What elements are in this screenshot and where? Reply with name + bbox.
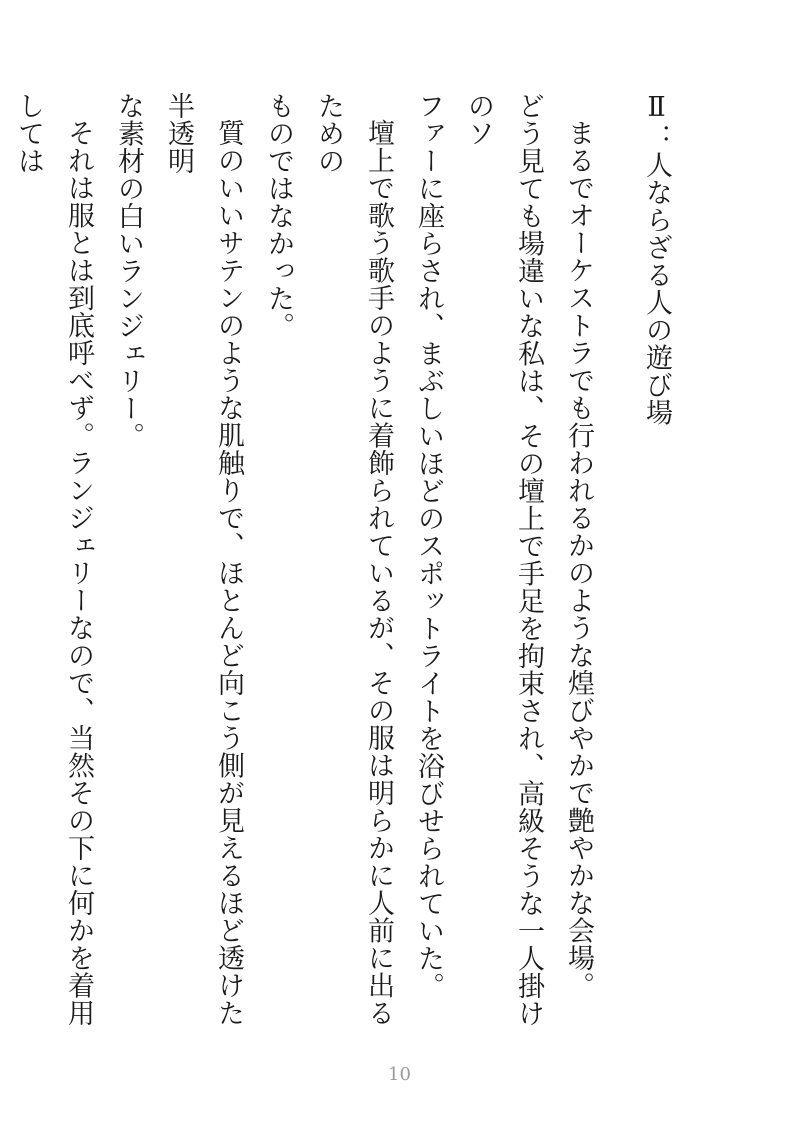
chapter-heading: Ⅱ：人ならざる人の遊び場 [641,92,672,426]
body-line: それは服とは到底呼べず。ランジェリーなので、当然その下に何かを着用しては [13,92,94,1027]
body-line: ファーに座らされ、まぶしいほどのスポットライトを浴びせられていた。 [413,92,444,1000]
body-line: どう見ても場違いな私は、その壇上で手足を拘束され、高級そうな一人掛けのソ [463,92,544,1027]
body-line [0,92,3,1052]
body-line: ものではなかった。 [263,92,294,340]
body-line: まるでオーケストラでも行われるかのような煌びやかで艶やかな会場。 [563,119,594,999]
vertical-text-block [0,92,681,1052]
body-line: 壇上で歌う歌手のように着飾られているが、その服は明らかに人前に出るための [313,92,394,1027]
body-line: な素材の白いランジェリー。 [113,92,144,450]
body-line: 質のいいサテンのような肌触りで、ほとんど向こう側が見えるほど透けた半透明 [163,92,244,1027]
page-number: 10 [388,1064,411,1085]
